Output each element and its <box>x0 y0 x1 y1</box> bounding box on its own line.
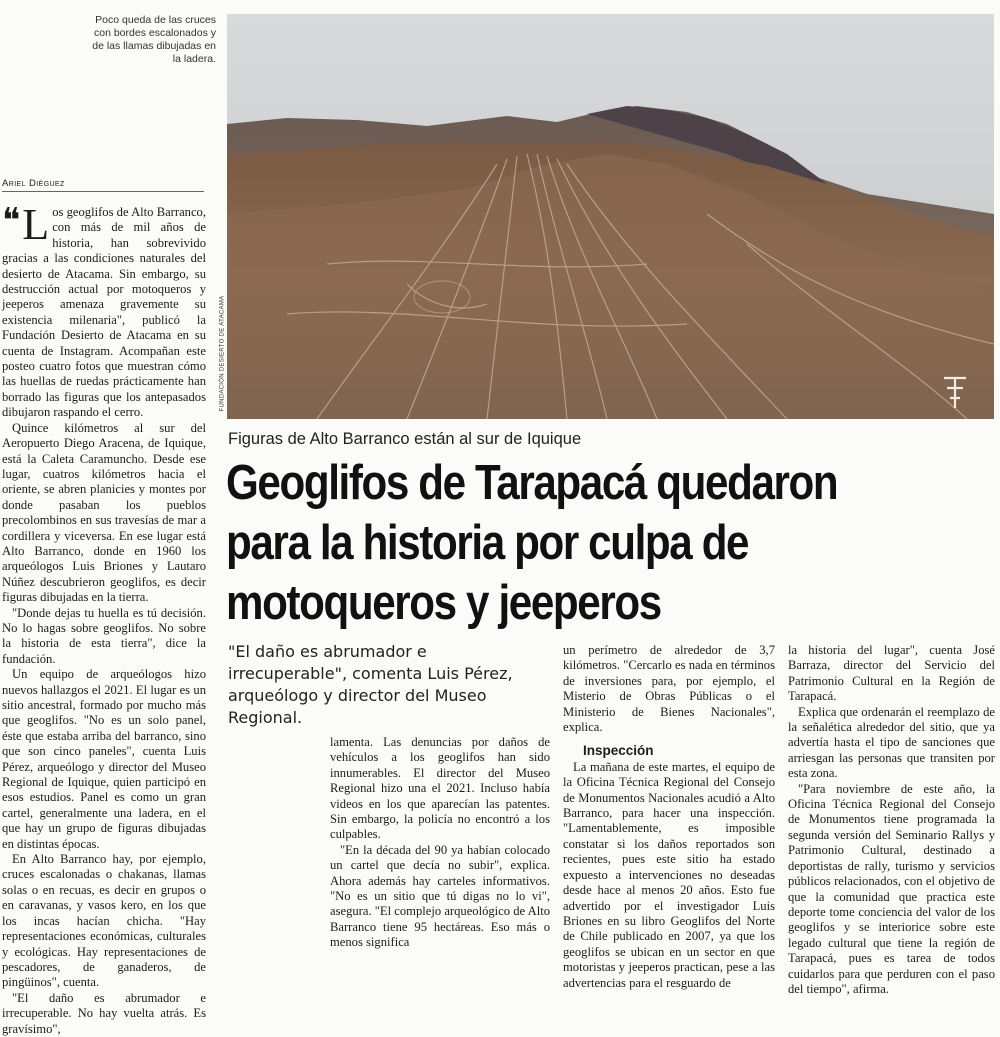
paragraph: Un equipo de arqueólogos hizo nuevos hallazgos el 2021. El lugar es un sitio ancestral, formado por mucho más que geoglifos. "No es un solo panel, éste que estaba arriba del barranco, sino que son cinco paneles", cuenta Luis Pérez, arqueólogo y director del Museo Regional de Iquique, quien participó en esos estudios. Panel es como un gran cartel, generalmente una ladera, en el que hay un grupo de figuras dibujadas en distintas épocas. <box>2 667 206 851</box>
paragraph: "En la década del 90 ya habían colocado un cartel que decía no subir", explica. Ahora además hay carteles informativos. "No es un sitio que tú digas no lo vi", asegura. "El complejo arqueológico de Alto Barranco tiene 95 hectáreas. Eso más o menos significa <box>330 842 550 950</box>
hill-photo <box>227 14 994 419</box>
paragraph: os geoglifos de Alto Barranco, con más de mil años de historia, han sobrevivido gracias a las condiciones naturales del desierto de Atacama. Sin embargo, su destrucción actual por motoqueros y jeeperos amenaza gravemente su existencia milenaria", publicó la Fundación Desierto de Atacama en su cuenta de Instagram. Acompañan este posteo cuatro fotos que muestran cómo las huellas de ruedas prácticamente han borrado las figuras que los antepasados dibujaron raspando el cerro. <box>2 205 206 420</box>
article-column-4 <box>788 643 995 997</box>
article-column-3 <box>563 643 775 991</box>
watermark-logo-icon <box>940 372 970 412</box>
paragraph: la historia del lugar", cuenta José Barraza, director del Servicio del Patrimonio Cultural en la Región de Tarapacá. <box>788 643 995 704</box>
article-column-2 <box>330 735 550 951</box>
section-subhead: Inspección <box>583 743 654 759</box>
paragraph: "Donde dejas tu huella es tú decisión. No lo hagas sobre geoglifos. No sobre la historia de esta tierra", dice la fundación. <box>2 605 206 666</box>
paragraph: lamenta. Las denuncias por daños de vehículos a los geoglifos han sido innumerables. El director del Museo Regional hizo una el 2021. Incluso había videos en los que aparecían las patentes. Sin embargo, la policía no encontró a los culpables. <box>330 735 550 842</box>
photo-credit <box>218 290 228 415</box>
desert-hill-image <box>227 14 994 419</box>
paragraph: Quince kilómetros al sur del Aeropuerto Diego Aracena, de Iquique, está la Caleta Caramuncho. Desde ese lugar, cuatros kilómetros hacia el oriente, se abren planicies y montes por donde pasaban los pueblos precolombinos en sus travesías de mar a cordillera y viceversa. En ese lugar está Alto Barranco, donde en 1960 los arqueólogos Luis Briones y Lautaro Núñez descubrieron geoglifos, es decir figuras dibujadas en la tierra. <box>2 420 206 605</box>
drop-cap: L <box>22 200 50 249</box>
paragraph: un perímetro de alrededor de 3,7 kilómetros. "Cercarlo es nada en términos de inversiones para, por ejemplo, el Misterio de Obras Públicas o el Ministerio de Bienes Nacionales", explica. <box>563 643 775 735</box>
paragraph: "Para noviembre de este año, la Oficina Técnica Regional del Consejo de Monumentos tiene programada la segunda versión del Seminario Rallys y Patrimonio Cultural, destinado a deportistas de rally, turismo y servicios públicos relacionados, con el objetivo de que la comunidad que practica este deporte tome conciencia del valor de los geoglifos y se interiorice sobre este legado cultural que tiene la región de Tarapacá, pues es tarea de todos cuidarlos para que perduren con el paso del tiempo", afirma. <box>788 781 995 996</box>
deck: "El daño es abrumador e irrecuperable", comenta Luis Pérez, arqueólogo y director del Museo Regional. <box>228 642 513 727</box>
paragraph: Explica que ordenarán el reemplazo de la señalética alrededor del sitio, que ya advertía hasta el tipo de sanciones que arriesgan las personas que transiten por esta zona. <box>788 704 995 781</box>
opening-quote-icon: ❝ <box>2 201 21 241</box>
kicker: Figuras de Alto Barranco están al sur de Iquique <box>228 430 582 448</box>
paragraph: En Alto Barranco hay, por ejemplo, cruces escalonadas o chakanas, llamas solas o en recuas, es decir en grupos o en caravanas, y vasos kero, en los que los incas hacían chicha. "Hay representaciones económicas, culturales y ecológicas. Hay representaciones de pescadores, de ganaderos, de pingüinos", cuenta. <box>2 852 206 990</box>
paragraph: La mañana de este martes, el equipo de la Oficina Técnica Regional del Consejo de Monumentos Nacionales acudió a Alto Barranco, para hacer una inspección. "Lamentablemente, es imposible constatar si los daños reportados son recientes, pues este sitio ha estado expuesto a intervenciones no deseadas desde hace al menos 20 años. Esto fue advertido por el investigador Luis Briones en su libro Geoglifos del Norte de Chile publicado en 2007, ya que los geoglifos se ubican en un sector en que motoristas y jeeperos practican, pese a las advertencias para el resguardo de <box>563 759 775 990</box>
byline: Ariel Diéguez <box>2 178 204 192</box>
article-column-1 <box>2 200 206 1037</box>
photo-credit-text: FUNDACIÓN DESIERTO DE ATACAMA <box>219 295 226 412</box>
paragraph: "El daño es abrumador e irrecuperable. No hay vuelta atrás. Es gravísimo", <box>2 990 206 1036</box>
photo-caption: Poco queda de las cruces con bordes escalonados y de las llamas dibujadas en la ladera. <box>92 14 216 65</box>
headline: Geoglifos de Tarapacá quedaron para la historia por culpa de motoqueros y jeeperos <box>226 456 838 630</box>
